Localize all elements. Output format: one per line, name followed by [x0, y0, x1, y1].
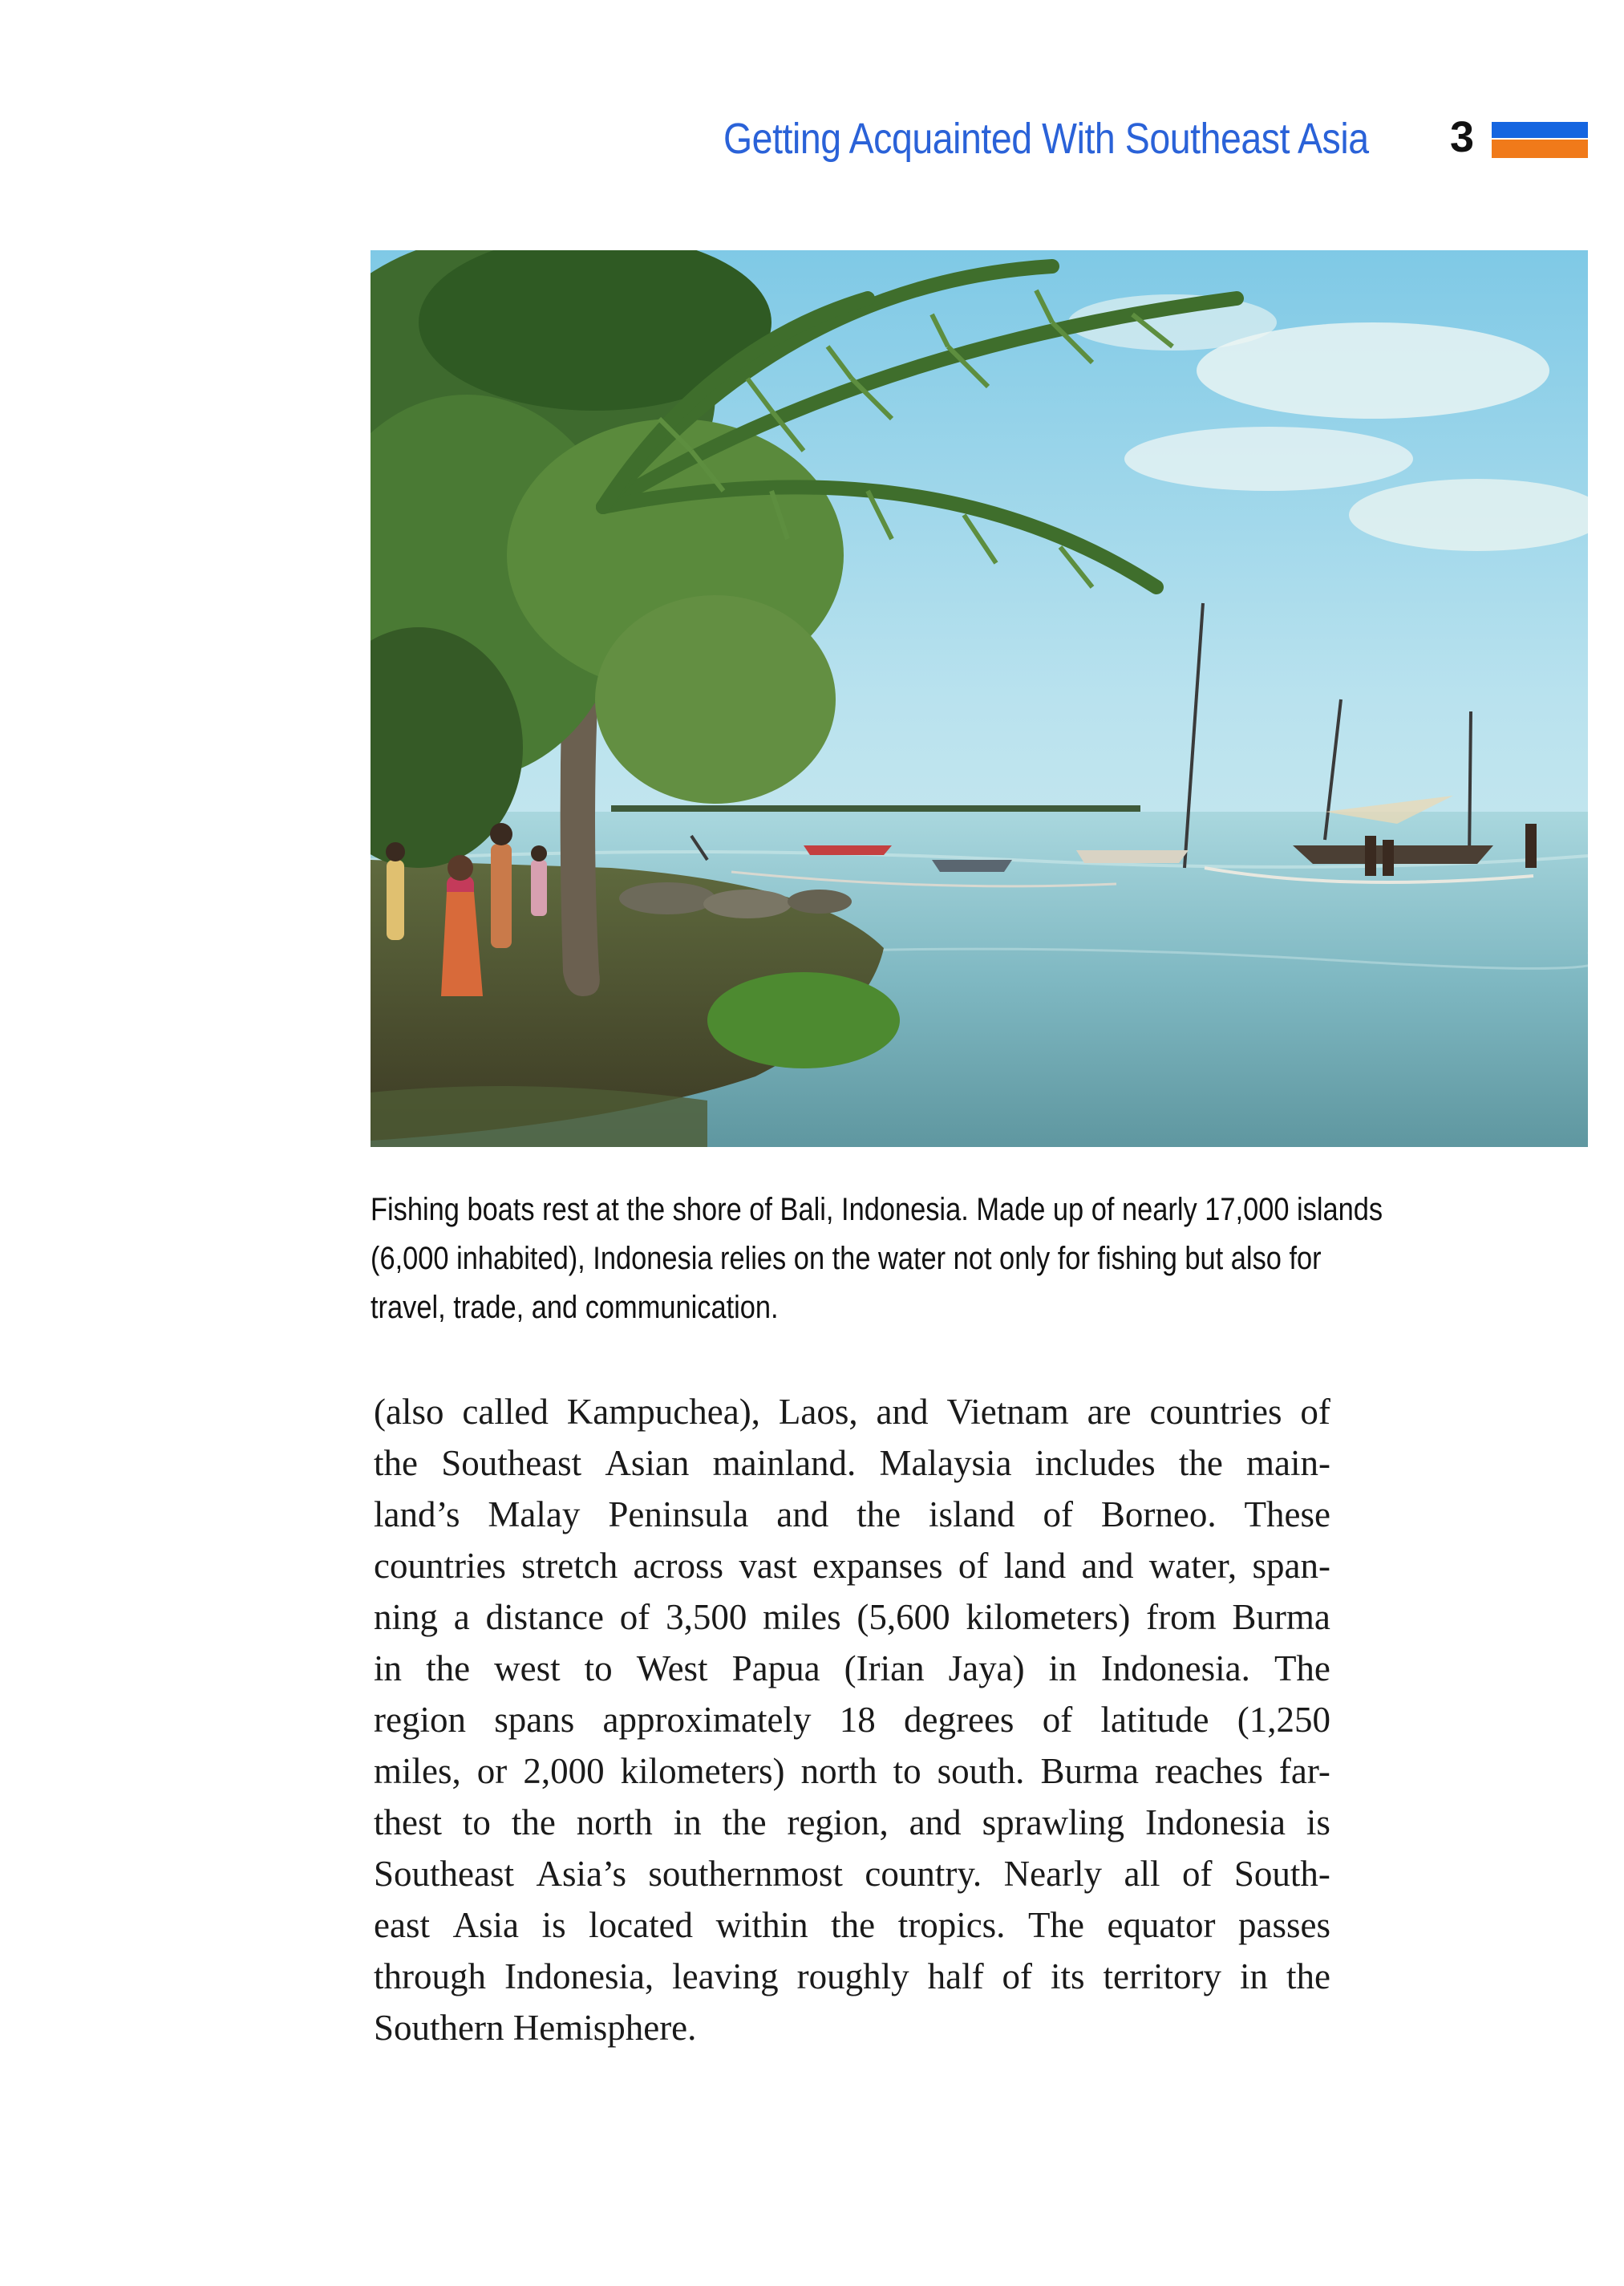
body-word: west	[494, 1648, 561, 1688]
body-word: sprawling	[982, 1802, 1125, 1842]
body-word: of	[619, 1597, 650, 1637]
body-word: the	[722, 1802, 767, 1842]
photo-caption	[371, 1186, 1570, 1332]
body-word: to	[893, 1751, 921, 1791]
body-word: all	[1124, 1854, 1160, 1894]
body-word: expanses	[812, 1546, 943, 1586]
body-word: miles	[763, 1597, 841, 1637]
body-word: Malaysia	[879, 1443, 1012, 1483]
body-word: land	[1003, 1546, 1067, 1586]
body-word: is	[1306, 1802, 1330, 1842]
body-word: the	[831, 1905, 876, 1945]
body-word: are	[1087, 1392, 1132, 1432]
body-word: a	[453, 1597, 470, 1637]
body-line	[374, 1797, 1330, 1848]
body-word: (1,250	[1237, 1700, 1330, 1740]
body-word: country.	[865, 1854, 982, 1894]
body-word: approximately	[602, 1700, 812, 1740]
body-word: Malay	[488, 1494, 581, 1534]
body-word: of	[1002, 1956, 1033, 1996]
body-word: in	[374, 1648, 403, 1688]
body-word: to	[462, 1802, 491, 1842]
body-word: miles,	[374, 1751, 461, 1791]
body-line	[374, 1437, 1330, 1489]
body-word: Indonesia.	[1100, 1648, 1250, 1688]
body-line	[374, 1540, 1330, 1591]
body-word: and	[1081, 1546, 1134, 1586]
body-word: land’s	[374, 1494, 460, 1534]
body-word: includes	[1035, 1443, 1156, 1483]
bali-shore-photo	[371, 250, 1588, 1147]
body-word: the	[426, 1648, 471, 1688]
body-word: Southeast	[374, 1854, 514, 1894]
body-word: of	[1181, 1854, 1213, 1894]
body-word: located	[589, 1905, 694, 1945]
body-word: span-	[1252, 1546, 1330, 1586]
body-word: passes	[1237, 1905, 1330, 1945]
body-line	[374, 1489, 1330, 1540]
body-word: and	[876, 1392, 929, 1432]
body-word: from	[1146, 1597, 1217, 1637]
page-number: 3	[1450, 113, 1475, 161]
body-word: Nearly	[1003, 1854, 1103, 1894]
body-word: in	[1239, 1956, 1268, 1996]
body-word: of	[958, 1546, 989, 1586]
body-word: north	[800, 1751, 877, 1791]
body-word: South-	[1233, 1854, 1330, 1894]
body-word: Indonesia	[1144, 1802, 1286, 1842]
body-word: called	[462, 1392, 549, 1432]
body-line	[374, 1899, 1330, 1951]
body-word: leaving	[672, 1956, 779, 1996]
body-word: main-	[1246, 1443, 1330, 1483]
body-word: Asia	[452, 1905, 520, 1945]
photo-illustration	[371, 250, 1588, 1147]
body-word: far-	[1278, 1751, 1330, 1791]
body-word: countries	[374, 1546, 506, 1586]
body-word: 3,500	[666, 1597, 747, 1637]
body-word: Borneo.	[1100, 1494, 1217, 1534]
body-word: thest	[374, 1802, 442, 1842]
body-word: These	[1244, 1494, 1330, 1534]
body-word: stretch	[521, 1546, 618, 1586]
body-word: territory	[1103, 1956, 1221, 1996]
body-word: Vietnam	[946, 1392, 1069, 1432]
body-word: distance	[485, 1597, 604, 1637]
body-line: Southern Hemisphere.	[374, 2008, 697, 2048]
body-line	[374, 1386, 1330, 1437]
body-word: the	[511, 1802, 556, 1842]
tab-bar-orange	[1492, 140, 1588, 158]
body-word: Indonesia,	[504, 1956, 654, 1996]
body-word: spans	[494, 1700, 575, 1740]
body-line	[374, 1848, 1330, 1899]
body-word: Jaya)	[948, 1648, 1025, 1688]
body-word: Asian	[605, 1443, 690, 1483]
body-word: tropics.	[897, 1905, 1006, 1945]
body-line	[374, 1591, 1330, 1643]
body-word: Southeast	[441, 1443, 582, 1483]
body-word: southernmost	[648, 1854, 843, 1894]
body-word: kilometers)	[966, 1597, 1131, 1637]
body-word: and	[776, 1494, 829, 1534]
tab-bar-blue	[1492, 122, 1588, 138]
body-word: reaches	[1154, 1751, 1263, 1791]
body-word: The	[1274, 1648, 1330, 1688]
body-word: of	[1042, 1700, 1073, 1740]
body-word: countries	[1149, 1392, 1282, 1432]
body-word: its	[1051, 1956, 1085, 1996]
page-tab-marker	[1492, 122, 1588, 158]
body-word: West	[636, 1648, 708, 1688]
body-word: vast	[739, 1546, 797, 1586]
body-word: ning	[374, 1597, 439, 1637]
body-word: through	[374, 1956, 486, 1996]
body-word: of	[1043, 1494, 1073, 1534]
body-word: in	[673, 1802, 702, 1842]
body-word: half	[927, 1956, 984, 1996]
body-word: Asia’s	[536, 1854, 626, 1894]
body-paragraph	[374, 1386, 1330, 2053]
body-word: east	[374, 1905, 430, 1945]
running-title: Getting Acquainted With Southeast Asia	[723, 115, 1369, 163]
caption-line: Fishing boats rest at the shore of Bali, Indonesia. Made up of nearly 17,000 islands	[371, 1192, 1383, 1227]
body-word: Laos,	[778, 1392, 858, 1432]
body-word: Kampuchea),	[566, 1392, 760, 1432]
body-line	[374, 1951, 1330, 2002]
body-word: kilometers)	[620, 1751, 785, 1791]
body-word: water,	[1148, 1546, 1237, 1586]
body-word: south.	[937, 1751, 1025, 1791]
body-word: (5,600	[857, 1597, 950, 1637]
body-word: degrees	[904, 1700, 1014, 1740]
body-line	[374, 1694, 1330, 1745]
body-word: (Irian	[844, 1648, 925, 1688]
body-word: or	[476, 1751, 508, 1791]
body-word: latitude	[1100, 1700, 1209, 1740]
body-line	[374, 1643, 1330, 1694]
body-word: and	[909, 1802, 962, 1842]
body-word: north	[576, 1802, 653, 1842]
body-word: region,	[787, 1802, 889, 1842]
body-word: to	[584, 1648, 613, 1688]
body-word: Peninsula	[608, 1494, 749, 1534]
body-line	[374, 1745, 1330, 1797]
body-word: is	[541, 1905, 566, 1945]
body-word: island	[929, 1494, 1015, 1534]
body-word: across	[633, 1546, 723, 1586]
body-word: the	[1178, 1443, 1223, 1483]
body-word: roughly	[796, 1956, 909, 1996]
body-word: the	[857, 1494, 901, 1534]
page-header	[0, 0, 1624, 209]
body-word: Papua	[731, 1648, 820, 1688]
body-word: equator	[1107, 1905, 1216, 1945]
body-word: the	[1286, 1956, 1330, 1996]
body-word: region	[374, 1700, 466, 1740]
caption-line: (6,000 inhabited), Indonesia relies on the water not only for fishing but also for	[371, 1241, 1322, 1276]
body-word: the	[374, 1443, 418, 1483]
body-word: Burma	[1040, 1751, 1139, 1791]
body-word: mainland.	[712, 1443, 857, 1483]
body-word: 18	[839, 1700, 876, 1740]
body-word: Burma	[1232, 1597, 1330, 1637]
body-word: of	[1300, 1392, 1330, 1432]
body-word: (also	[374, 1392, 444, 1432]
body-word: in	[1048, 1648, 1077, 1688]
body-word: 2,000	[523, 1751, 605, 1791]
body-word: The	[1027, 1905, 1084, 1945]
body-word: within	[715, 1905, 808, 1945]
caption-line: travel, trade, and communication.	[371, 1290, 779, 1325]
